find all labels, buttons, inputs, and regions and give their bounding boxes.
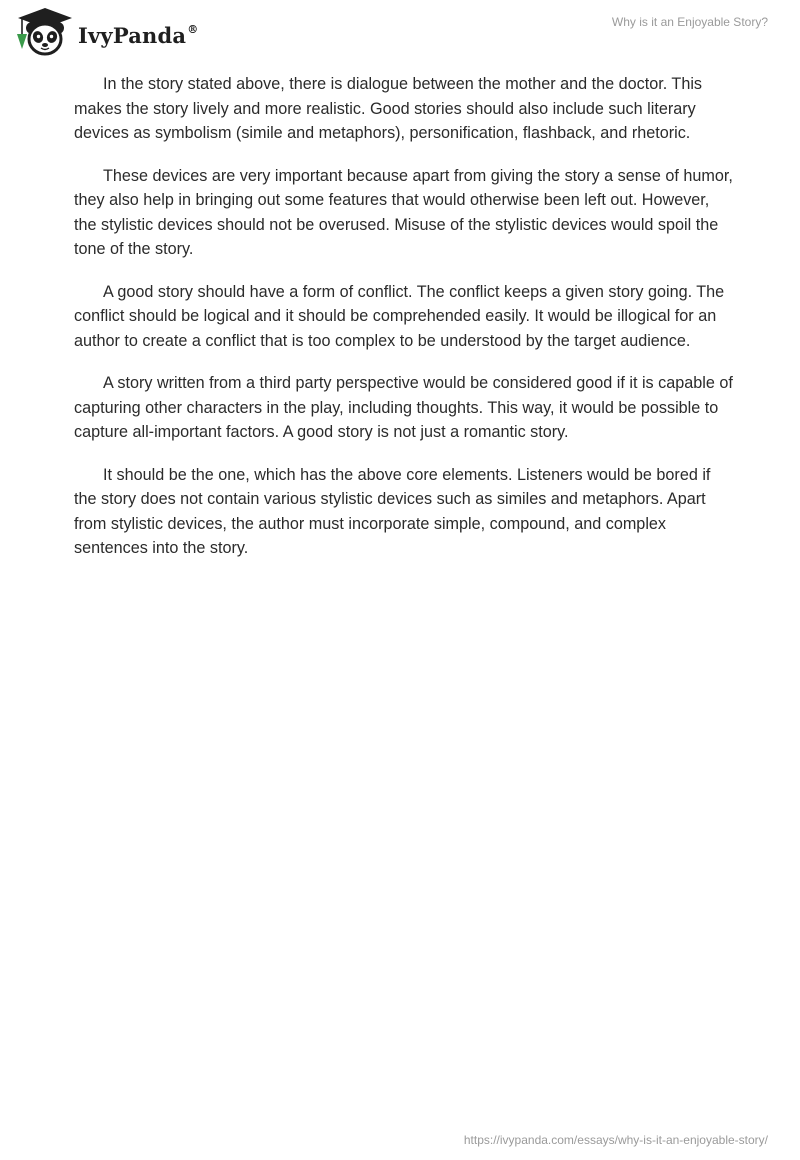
registered-mark: ® (187, 22, 199, 36)
paragraph: In the story stated above, there is dialogue between the mother and the doctor. This makes the story lively and more realistic. Good stories should also include such literary devices as symbolism (simile and metaphors), personification, flashback, and rhetoric. (74, 75, 703, 142)
brand-logo[interactable] (14, 6, 198, 58)
paragraph: A story written from a third party perspective would be considered good if it is capable of capturing other characters in the play, including thoughts. This way, it would be possible to capture all-important factors. A good story is not just a romantic story. (74, 374, 733, 441)
paragraph: These devices are very important because apart from giving the story a sense of humor, they also help in bringing out some features that would otherwise been left out. However, the stylistic devices should not be overused. Misuse of the stylistic devices would spoil the tone of the story. (74, 166, 733, 258)
paragraph: A good story should have a form of conflict. The conflict keeps a given story going. The conflict should be logical and it should be comprehended easily. It would be illogical for an author to create a conflict that is too complex to be understood by the target audience. (74, 282, 725, 350)
document-title: Why is it an Enjoyable Story? (611, 15, 768, 29)
essay-body (74, 72, 734, 579)
brand-name: IvyPanda® (78, 22, 199, 48)
page-header (0, 0, 800, 64)
paragraph: It should be the one, which has the above core elements. Listeners would be bored if the story does not contain various stylistic devices such as similes and metaphors. Apart from stylistic devices, the author must incorporate simple, compound, and complex sentences into the story. (74, 465, 711, 557)
panda-graduation-cap-icon (14, 6, 76, 58)
source-url-link[interactable]: https://ivypanda.com/essays/why-is-it-an-enjoyable-story/ (463, 1133, 768, 1147)
